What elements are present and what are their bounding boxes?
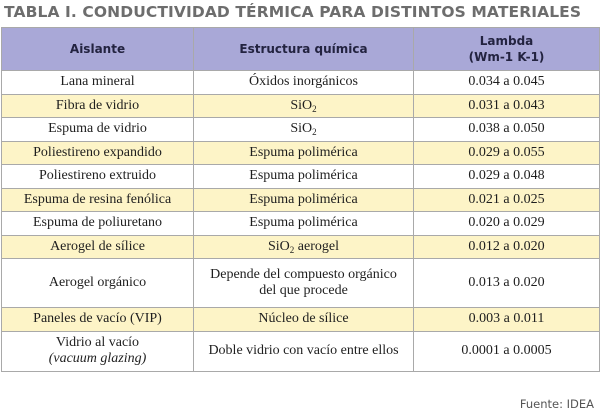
source-note: Fuente: IDEA — [519, 397, 594, 411]
table-title: TABLA I. CONDUCTIVIDAD TÉRMICA PARA DISTINTOS MATERIALES — [4, 3, 582, 21]
cell-lambda: 0.003 a 0.011 — [414, 308, 600, 332]
table-row — [2, 94, 600, 118]
cell-structure: Espuma polimérica — [194, 212, 414, 236]
cell-name-line2: (vacuum glazing) — [48, 351, 147, 366]
formula-text: SiO — [268, 238, 290, 254]
header-lambda — [414, 28, 600, 71]
table-row — [2, 235, 600, 259]
formula-text: SiO — [290, 121, 313, 137]
formula-subscript: 2 — [312, 127, 317, 138]
cell-lambda: 0.020 a 0.029 — [414, 212, 600, 236]
cell-structure-line1: Depende del compuesto orgánico — [210, 267, 397, 282]
cell-structure: Espuma polimérica — [194, 188, 414, 212]
table-row — [2, 212, 600, 236]
cell-name: Fibra de vidrio — [2, 94, 194, 118]
cell-structure: Núcleo de sílice — [194, 308, 414, 332]
header-insulator: Aislante — [2, 28, 194, 71]
cell-structure — [194, 235, 414, 259]
cell-lambda: 0.013 a 0.020 — [414, 259, 600, 308]
cell-name: Poliestireno extruido — [2, 165, 194, 189]
cell-structure: Espuma polimérica — [194, 165, 414, 189]
table-row — [2, 118, 600, 142]
cell-name — [2, 331, 194, 371]
cell-structure: Espuma polimérica — [194, 141, 414, 165]
table-row — [2, 308, 600, 332]
table-row — [2, 71, 600, 95]
cell-lambda: 0.034 a 0.045 — [414, 71, 600, 95]
header-lambda-line1: Lambda — [479, 34, 534, 48]
cell-name: Espuma de resina fenólica — [2, 188, 194, 212]
cell-name: Espuma de vidrio — [2, 118, 194, 142]
cell-structure — [194, 259, 414, 308]
cell-structure: Doble vidrio con vacío entre ellos — [194, 331, 414, 371]
cell-lambda: 0.031 a 0.043 — [414, 94, 600, 118]
formula-text: SiO — [290, 97, 313, 113]
cell-name: Aerogel orgánico — [2, 259, 194, 308]
table-header-row — [2, 28, 600, 71]
cell-lambda: 0.012 a 0.020 — [414, 235, 600, 259]
cell-lambda: 0.029 a 0.055 — [414, 141, 600, 165]
table-row — [2, 259, 600, 308]
conductivity-table — [1, 27, 600, 372]
cell-name: Espuma de poliuretano — [2, 212, 194, 236]
table-row — [2, 331, 600, 371]
cell-structure: Óxidos inorgánicos — [194, 71, 414, 95]
header-structure: Estructura química — [194, 28, 414, 71]
cell-structure — [194, 118, 414, 142]
formula-suffix: aerogel — [294, 238, 339, 254]
cell-name-line1: Vidrio al vacío — [55, 335, 140, 350]
cell-name: Poliestireno expandido — [2, 141, 194, 165]
table-row — [2, 141, 600, 165]
table-row — [2, 188, 600, 212]
formula-subscript: 2 — [289, 244, 295, 255]
cell-lambda: 0.038 a 0.050 — [414, 118, 600, 142]
table-row — [2, 165, 600, 189]
cell-lambda: 0.021 a 0.025 — [414, 188, 600, 212]
cell-name: Aerogel de sílice — [2, 235, 194, 259]
formula-subscript: 2 — [312, 103, 317, 114]
cell-lambda: 0.029 a 0.048 — [414, 165, 600, 189]
cell-name: Paneles de vacío (VIP) — [2, 308, 194, 332]
cell-lambda: 0.0001 a 0.0005 — [414, 331, 600, 371]
header-lambda-line2: (Wm-1 K-1) — [468, 50, 545, 64]
cell-name: Lana mineral — [2, 71, 194, 95]
cell-structure-line2: del que procede — [259, 283, 348, 298]
cell-structure — [194, 94, 414, 118]
